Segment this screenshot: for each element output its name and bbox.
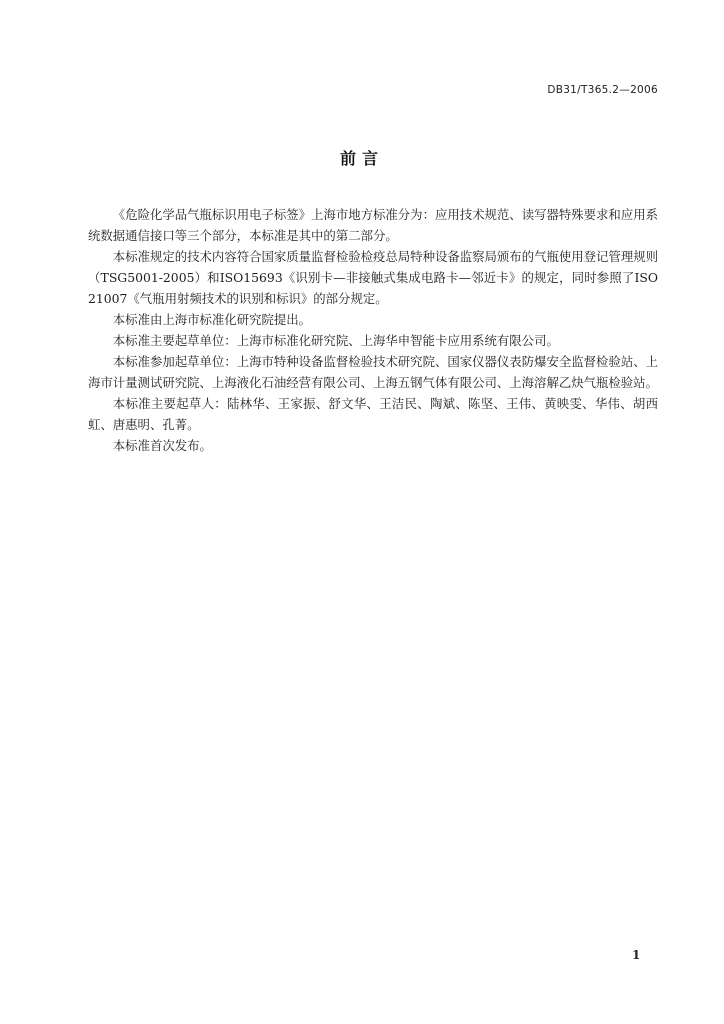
paragraph-technical-basis: 本标准规定的技术内容符合国家质量监督检验检疫总局特种设备监察局颁布的气瓶使用登记管理规则（TSG5001-2005）和ISO15693《识别卡—非接触式集成电路卡—邻近卡》的规定，同时参照了ISO21007《气瓶用射频技术的识别和标识》的部分规定。 <box>88 249 658 306</box>
paragraph-participating-orgs: 本标准参加起草单位：上海市特种设备监督检验技术研究院、国家仪器仪表防爆安全监督检验站、上海市计量测试研究院、上海液化石油经营有限公司、上海五钢气体有限公司、上海溶解乙炔气瓶检验站。 <box>88 354 658 390</box>
paragraph-first-release: 本标准首次发布。 <box>112 438 212 453</box>
page-number: 1 <box>632 948 641 962</box>
paragraph-standard-parts: 《危险化学品气瓶标识用电子标签》上海市地方标准分为：应用技术规范、读写器特殊要求和应用系统数据通信接口等三个部分，本标准是其中的第二部分。 <box>88 207 658 243</box>
paragraph-proposer: 本标准由上海市标准化研究院提出。 <box>112 312 312 327</box>
page-title: 前言 <box>339 149 384 168</box>
paragraph-main-drafters-org: 本标准主要起草单位：上海市标准化研究院、上海华申智能卡应用系统有限公司。 <box>112 333 559 348</box>
document-code: DB31/T365.2—2006 <box>547 84 658 96</box>
paragraph-main-drafters: 本标准主要起草人：陆林华、王家振、舒文华、王洁民、陶斌、陈坚、王伟、黄映雯、华伟、胡西虹、唐惠明、孔菁。 <box>88 396 658 432</box>
foreword-body <box>88 204 658 456</box>
